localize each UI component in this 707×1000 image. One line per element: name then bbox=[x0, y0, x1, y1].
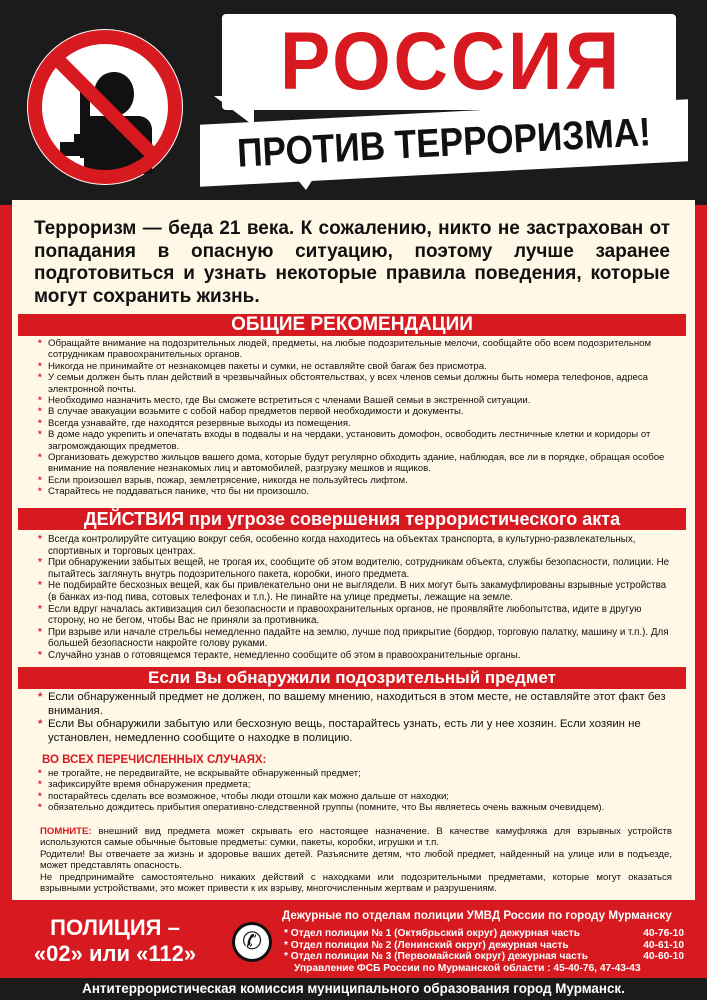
list-item: * В случае эвакуации возьмите с собой набор предметов первой необходимости и документы. bbox=[40, 406, 670, 417]
list-item: * постарайтесь сделать все возможное, чтобы люди отошли как можно дальше от находки; bbox=[40, 791, 670, 802]
list-item: * Не подбирайте бесхозных вещей, как бы привлекательно они не выглядели. В них могут быть закамуфлированы взрывные устройства (в банках из-под пива, сотовых телефонах и т.п.). Не пинайте на улице предметы, лежащие на земле. bbox=[40, 580, 670, 603]
list-item: * Никогда не принимайте от незнакомцев пакеты и сумки, не оставляйте свой багаж без присмотра. bbox=[40, 361, 670, 372]
intro-text: Терроризм — беда 21 века. К сожалению, никто не застрахован от попадания в опасную ситуацию, поэтому лучше заранее подготовиться и узнать некоторые правила поведения, которые могут сохранить жизнь. bbox=[34, 218, 670, 307]
footer: Антитеррористическая комиссия муниципального образования город Мурманск. bbox=[0, 978, 707, 1000]
duty-row-label: * Отдел полиции № 2 (Ленинский округ) дежурная часть bbox=[284, 939, 569, 951]
list-item: * не трогайте, не передвигайте, не вскрывайте обнаруженный предмет; bbox=[40, 768, 670, 779]
fsb-contact: Управление ФСБ России по Мурманской области : 45-40-76, 47-43-43 bbox=[294, 962, 641, 974]
section-actions-heading: ДЕЙСТВИЯ при угрозе совершения террористического акта bbox=[18, 508, 686, 530]
list-item: * Если произошел взрыв, пожар, землетрясение, никогда не пользуйтесь лифтом. bbox=[40, 475, 670, 486]
emergency-numbers: «02» или «112» bbox=[33, 941, 197, 966]
warning-text: Не предпринимайте самостоятельно никаких действий с находками или подозрительными предметами, которые могут оказаться взрывными устройствами, это может привести к их взрыву, многочисленным жертвам и разрушениям. bbox=[40, 871, 672, 895]
list-item: * Старайтесь не поддаваться панике, что бы ни произошло. bbox=[40, 486, 670, 497]
duty-contacts bbox=[284, 928, 684, 974]
police-label: ПОЛИЦИЯ – bbox=[50, 915, 180, 940]
parents-text: Родители! Вы отвечаете за жизнь и здоровье ваших детей. Разъясните детям, что любой предмет, найденный на улице или в подъезде, может представлять опасность. bbox=[40, 848, 672, 872]
duty-row-phone: 40-60-10 bbox=[643, 951, 684, 963]
list-item: * зафиксируйте время обнаружения предмета; bbox=[40, 779, 670, 790]
list-item: * При обнаружении забытых вещей, не трогая их, сообщите об этом водителю, сотрудникам объекта, службы безопасности, полиции. Не пытайтесь заглянуть внутрь подозрительного пакета, коробки, иного предмета. bbox=[40, 557, 670, 580]
duty-row-phone: 40-61-10 bbox=[643, 939, 684, 951]
list-item: * В доме надо укрепить и опечатать входы в подвалы и на чердаки, установить домофон, освободить лестничные клетки и коридоры от загромождающих предметов. bbox=[40, 429, 670, 452]
general-recommendations-list bbox=[40, 338, 670, 498]
suspicious-object-list bbox=[40, 691, 670, 745]
duty-row-label: * Отдел полиции № 1 (Октябрьский округ) дежурная часть bbox=[284, 928, 581, 939]
list-item: * обязательно дождитесь прибытия оперативно-следственной группы (помните, что Вы являетесь очень важным очевидцем). bbox=[40, 802, 670, 813]
list-item: * Всегда контролируйте ситуацию вокруг себя, особенно когда находитесь на объектах транспорта, в культурно-развлекательных, спортивных и торговых центрах. bbox=[40, 534, 670, 557]
section-suspicious-heading: Если Вы обнаружили подозрительный предмет bbox=[18, 667, 686, 689]
duty-row bbox=[284, 951, 684, 963]
list-item: * У семьи должен быть план действий в чрезвычайных обстоятельствах, у всех членов семьи должны быть номера телефонов, адреса электронной почты. bbox=[40, 372, 670, 395]
list-item: * Необходимо назначить место, где Вы сможете встретиться с членами Вашей семьи в экстренной ситуации. bbox=[40, 395, 670, 406]
list-item: * Обращайте внимание на подозрительных людей, предметы, на любые подозрительные мелочи, сообщайте обо всем подозрительном сотрудникам правоохранительных органов. bbox=[40, 338, 670, 361]
remember-label: ПОМНИТЕ: bbox=[40, 826, 92, 837]
duty-row-label: * Отдел полиции № 3 (Первомайский округ) дежурная часть bbox=[284, 951, 589, 963]
actions-list bbox=[40, 534, 670, 662]
title-line1: РОССИЯ bbox=[280, 16, 622, 107]
duty-row bbox=[284, 928, 684, 940]
remember-note bbox=[40, 826, 672, 894]
list-item: * Если обнаруженный предмет не должен, по вашему мнению, находиться в этом месте, не оставляйте этот факт без внимания. bbox=[40, 691, 670, 718]
list-item: * Организовать дежурство жильцов вашего дома, которые будут регулярно обходить здание, наблюдая, все ли в порядке, обращая особое внимание на появление незнакомых лиц и автомобилей, разгрузку мешков и ящиков. bbox=[40, 452, 670, 475]
list-item: * Всегда узнавайте, где находятся резервные выходы из помещения. bbox=[40, 418, 670, 429]
list-item: * Если Вы обнаружили забытую или бесхозную вещь, постарайтесь узнать, есть ли у нее хозяин. Если хозяин не установлен, немедленно сообщите о находке в полицию. bbox=[40, 718, 670, 745]
title-line2: ПРОТИВ ТЕРРОРИЗМА! bbox=[236, 110, 652, 176]
phone-icon: ✆ bbox=[232, 922, 272, 962]
all-cases-list bbox=[40, 768, 670, 814]
list-item: * Случайно узнав о готовящемся теракте, немедленно сообщите об этом в правоохранительные органы. bbox=[40, 650, 670, 662]
all-cases-subheading: ВО ВСЕХ ПЕРЕЧИСЛЕННЫХ СЛУЧАЯХ: bbox=[42, 754, 267, 766]
duty-row-phone: 40-76-10 bbox=[643, 928, 684, 939]
section-general-heading: ОБЩИЕ РЕКОМЕНДАЦИИ bbox=[18, 314, 686, 336]
list-item: * При взрыве или начале стрельбы немедленно падайте на землю, лучше под прикрытие (бордюр, торговую палатку, машину и т.п.). Для большей безопасности накройте голову руками. bbox=[40, 627, 670, 650]
no-terrorism-sign-icon bbox=[22, 24, 188, 190]
duty-row bbox=[284, 940, 684, 952]
list-item: * Если вдруг началась активизация сил безопасности и правоохранительных органов, не проявляйте любопытства, идите в другую сторону, но не бегом, чтобы Вас не приняли за противника. bbox=[40, 604, 670, 627]
remember-text: внешний вид предмета может скрывать его настоящее назначение. В качестве камуфляжа для взрывных устройств используются самые обычные бытовые предметы: сумки, пакеты, коробки, игрушки и т.п. bbox=[40, 826, 672, 849]
duty-title: Дежурные по отделам полиции УМВД России по городу Мурманску bbox=[282, 909, 672, 922]
